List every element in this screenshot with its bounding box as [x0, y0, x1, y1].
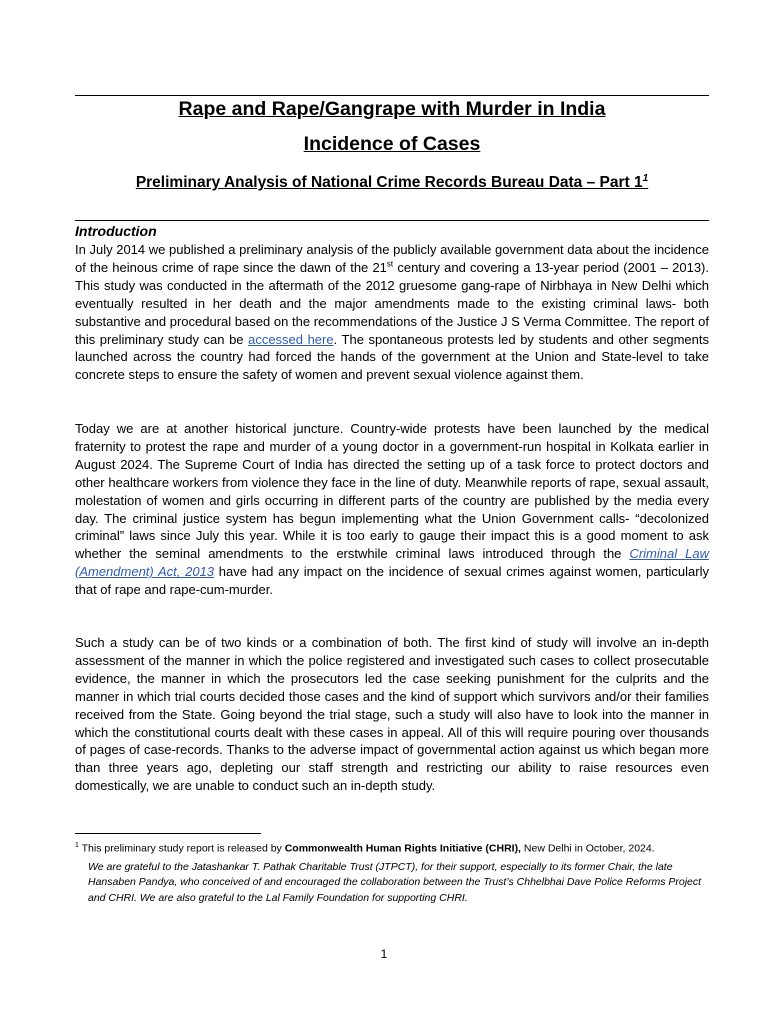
footnote-text-b: New Delhi in October, 2024. [520, 842, 655, 855]
p1-ordinal-sup: st [386, 259, 394, 269]
footnote-text-a: This preliminary study report is released by [78, 842, 285, 855]
paragraph-1 [75, 241, 709, 384]
p1-text-a: In July 2014 we published a preliminary analysis of the publicly available government data about the incidence of the heinous crime of rape since the dawn of the 21 [75, 242, 709, 275]
page-number: 1 [380, 947, 388, 961]
footnote-1 [75, 838, 715, 857]
paragraph-3: Such a study can be of two kinds or a combination of both. The first kind of study will involve an in-depth assessment of the manner in which the police registered and investigated such cases to collect prosecutable evidence, the manner in which the prosecutors led the case seeking punishment for the culprits and the manner in which trial courts decided those cases and the kind of support which survivors and/or their families received from the State. Going beyond the trial stage, such a study will also have to look into the manner in which the constitutional courts dealt with these cases in appeal. All of this will require pouring over thousands of pages of case-records. Thanks to the adverse impact of governmental action against us which began more than three years ago, depleting our staff strength and restricting our ability to raise resources even domestically, we are unable to conduct such an in-depth study. [75, 635, 709, 794]
p1-text-b: century and covering a 13-year period (2001 – 2013). This study was conducted in the aftermath of the 2012 gruesome gang-rape of Nirbhaya in New Delhi which eventually resulted in her death and the major amendments made to the existing criminal laws- both substantive and procedural based on the recommendations of the Justice J S Verma Committee. The report of this preliminary study can be [75, 259, 709, 347]
criminal-law-amendment-link[interactable]: Criminal Law (Amendment) Act, 2013 [75, 546, 709, 580]
document-subtitle: Incidence of Cases [303, 133, 481, 155]
footnote-org: Commonwealth Human Rights Initiative (CHRI), [284, 842, 521, 855]
p1-text-c: . The spontaneous protests led by students and other segments launched across the country had forced the hands of the government at the Union and State-level to take concrete steps to ensure the safety of women and prevent sexual violence against them. [75, 331, 709, 383]
footnote-ref[interactable]: 1 [642, 173, 649, 184]
section-heading-introduction: Introduction [75, 223, 157, 239]
footnote-rule [75, 833, 261, 834]
p2-text-b: have had any impact on the incidence of sexual crimes against women, particularly that of rape and rape-cum-murder. [75, 564, 709, 598]
footnote-acknowledgement: We are grateful to the Jatashankar T. Pathak Charitable Trust (JTPCT), for their support, especially to its former Chair, the late Hansaben Pandya, who conceived of and encouraged the collaboration between the Trust’s Chhelbhai Dave Police Reforms Project and CHRI. We are also grateful to the Lal Family Foundation for supporting CHRI. [88, 861, 702, 904]
document-title: Rape and Rape/Gangrape with Murder in India [178, 98, 606, 120]
p2-text-a: Today we are at another historical juncture. Country-wide protests have been launched by the medical fraternity to protest the rape and murder of a young doctor in a government-run hospital in Kolkata earlier in August 2024. The Supreme Court of India has directed the setting up of a task force to protect doctors and other healthcare workers from violence they face in the line of duty. Meanwhile reports of rape, sexual assault, molestation of women and girls occurring in different parts of the country are published by the media every day. The criminal justice system has begun implementing what the Union Government calls- “decolonized criminal” laws since July this year. While it is too early to gauge their impact this is a good moment to ask whether the seminal amendments to the erstwhile criminal laws introduced through the [75, 421, 709, 562]
paragraph-2 [75, 420, 709, 599]
accessed-here-link[interactable]: accessed here [248, 331, 334, 347]
document-part-title [75, 173, 709, 192]
footnote-marker: 1 [75, 842, 79, 849]
header-rule [75, 220, 709, 221]
top-rule [75, 95, 709, 96]
part-title-text: Preliminary Analysis of National Crime Records Bureau Data – Part 1 [135, 174, 643, 192]
